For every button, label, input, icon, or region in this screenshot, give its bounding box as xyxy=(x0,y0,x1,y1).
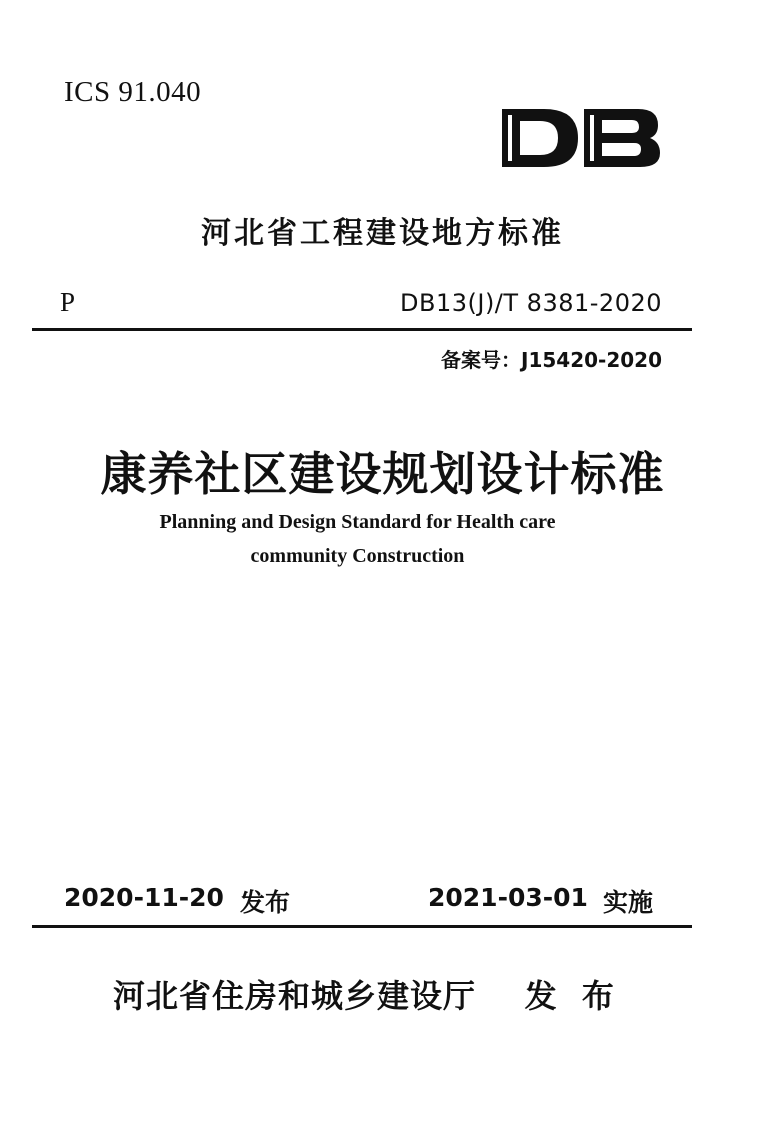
bottom-divider xyxy=(32,925,692,928)
standard-number: DB13(J)/T 8381-2020 xyxy=(400,289,662,317)
publish-date: 2020-11-20 xyxy=(64,883,224,912)
title-english-line1: Planning and Design Standard for Health care xyxy=(159,511,556,533)
title-chinese: 康养社区建设规划设计标准 xyxy=(100,447,665,501)
issuing-authority: 河北省住房和城乡建设厅 发 布 xyxy=(113,977,615,1015)
db-logo xyxy=(500,103,663,173)
ics-code: ICS 91.040 xyxy=(64,76,202,108)
top-divider xyxy=(32,328,692,331)
record-number: 备案号：J15420-2020 xyxy=(441,348,662,372)
classification-code: P xyxy=(60,287,76,317)
publish-label: 发布 xyxy=(240,888,291,917)
implementation-label: 实施 xyxy=(603,888,654,917)
implementation-date: 2021-03-01 xyxy=(428,883,588,912)
title-english-line2: community Construction xyxy=(250,545,465,567)
title-english xyxy=(0,505,715,573)
issuer-heading: 河北省工程建设地方标准 xyxy=(201,216,564,251)
